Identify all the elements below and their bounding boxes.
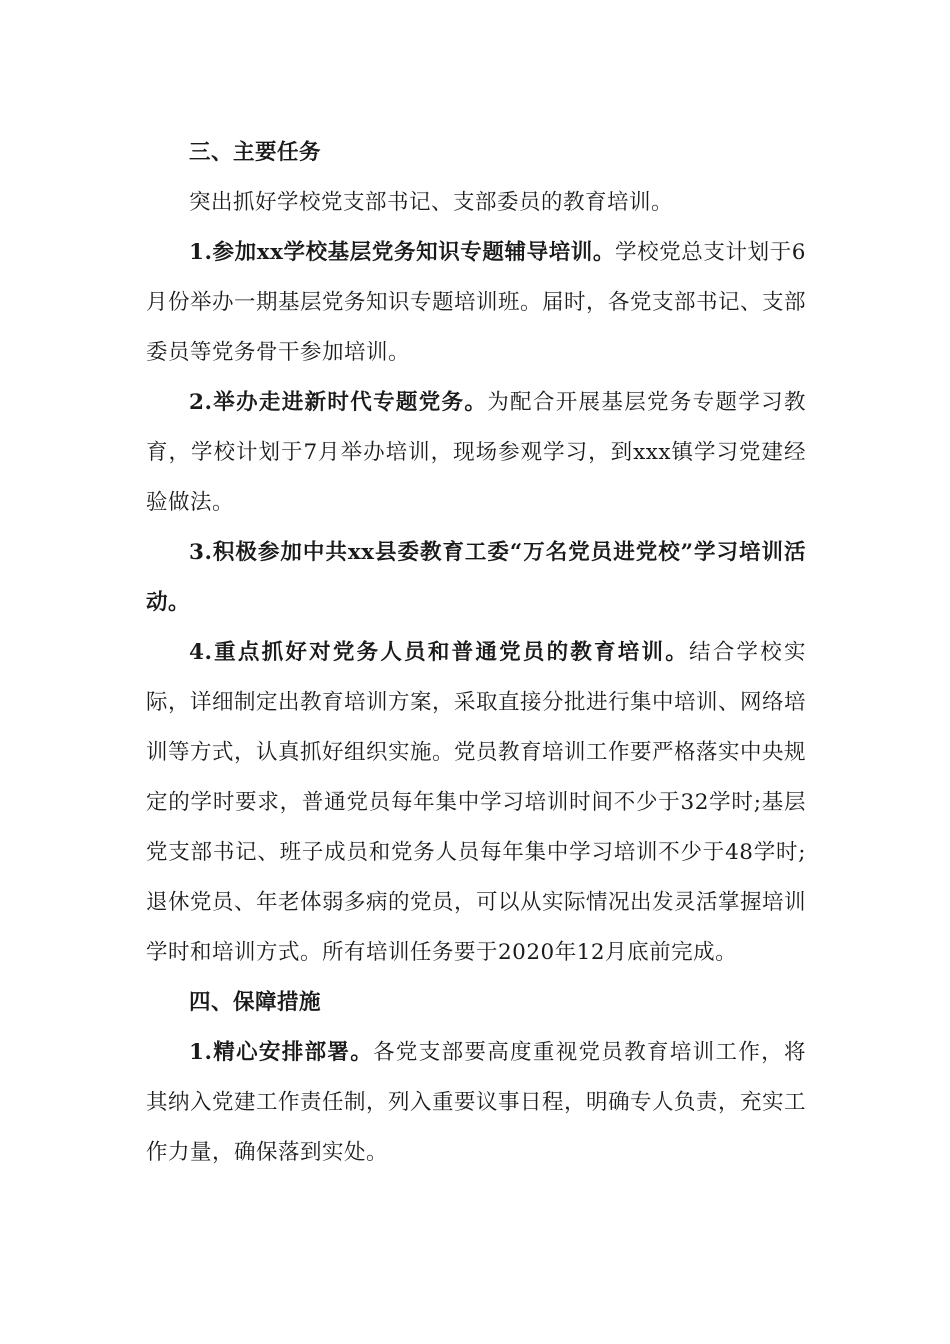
task-item-3 (146, 528, 806, 628)
section-intro: 突出抓好学校党支部书记、支部委员的教育培训。 (189, 190, 674, 215)
section-heading-safeguards: 四、保障措施 (189, 990, 322, 1015)
task-item-4-lead: 4.重点抓好对党务人员和普通党员的教育培训。 (189, 640, 690, 665)
section-heading-main-tasks: 三、主要任务 (189, 140, 322, 165)
task-item-1-body: 学校党总支计划于6月份举办一期基层党务知识专题培训班。届时，各党支部书记、支部委员等党务骨干参加培训。 (146, 240, 807, 365)
task-item-1 (146, 228, 806, 378)
task-item-4 (146, 628, 806, 978)
task-item-4-body: 结合学校实际，详细制定出教育培训方案，采取直接分批进行集中培训、网络培训等方式，认真抓好组织实施。党员教育培训工作要严格落实中央规定的学时要求，普通党员每年集中学习培训时间不少于32学时;基层党支部书记、班子成员和党务人员每年集中学习培训不少于48学时;退休党员、年老体弱多病的党员，可以从实际情况出发灵活掌握培训学时和培训方式。所有培训任务要于2020年12月底前完成。 (146, 640, 807, 965)
safeguard-item-1 (146, 1028, 806, 1178)
task-item-1-lead: 1.参加xx学校基层党务知识专题辅导培训。 (189, 240, 615, 265)
safeguard-item-1-body: 各党支部要高度重视党员教育培训工作，将其纳入党建工作责任制，列入重要议事日程，明确专人负责，充实工作力量，确保落到实处。 (146, 1040, 807, 1165)
task-item-2-body: 为配合开展基层党务专题学习教育，学校计划于7月举办培训，现场参观学习，到xxx镇学习党建经验做法。 (146, 390, 806, 515)
document-body (146, 128, 806, 1178)
task-item-2-lead: 2.举办走进新时代专题党务。 (189, 390, 488, 415)
safeguard-item-1-lead: 1.精心安排部署。 (189, 1040, 374, 1065)
task-item-2 (146, 378, 806, 528)
task-item-3-lead: 3.积极参加中共xx县委教育工委“万名党员进党校”学习培训活动。 (146, 540, 806, 615)
